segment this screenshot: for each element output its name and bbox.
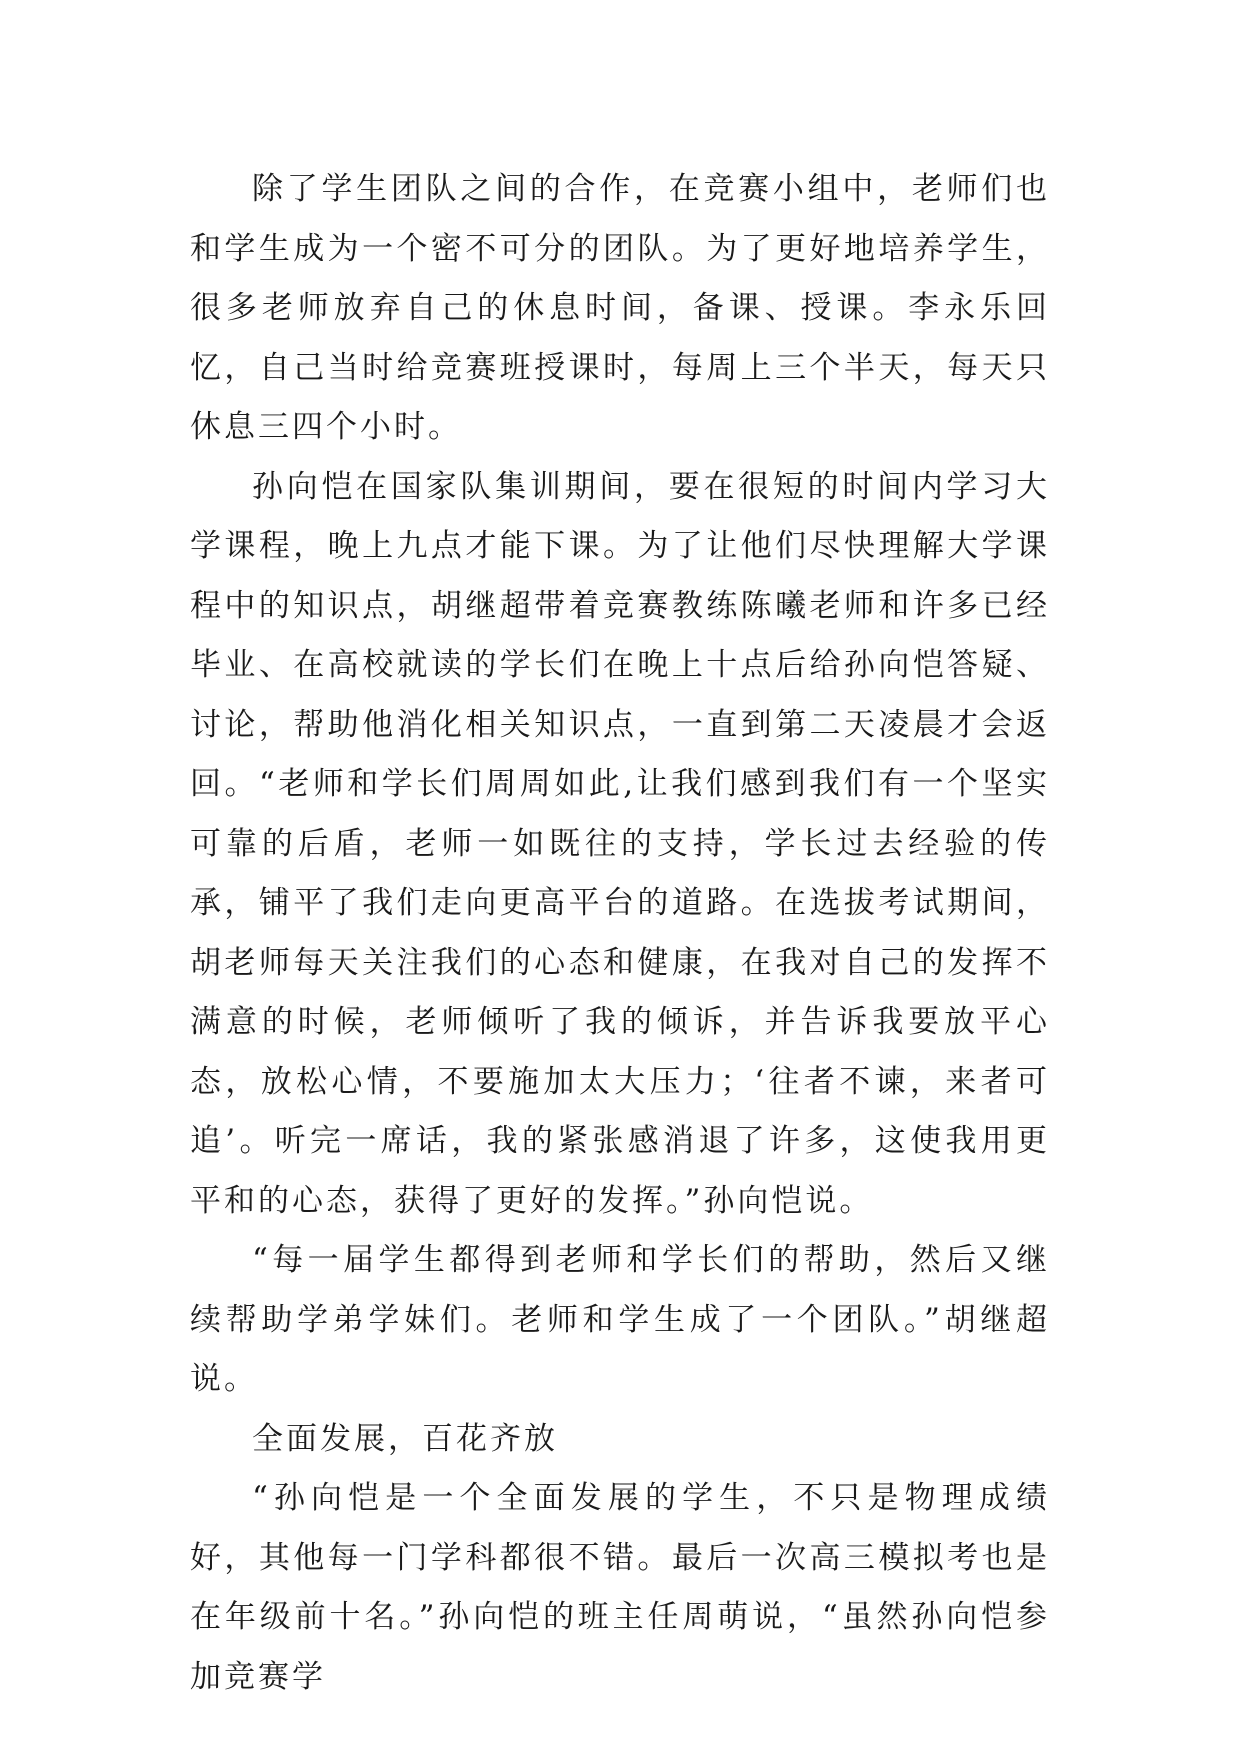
- paragraph-teacher-cooperation: 除了学生团队之间的合作，在竞赛小组中，老师们也和学生成为一个密不可分的团队。为了更好地培养学生，很多老师放弃自己的休息时间，备课、授课。李永乐回忆，自己当时给竞赛班授课时，每周上三个半天，每天只休息三四个小时。: [190, 171, 1050, 445]
- paragraph-team-quote: “每一届学生都得到老师和学长们的帮助，然后又继续帮助学弟学妹们。老师和学生成了一个团队。”胡继超说。: [190, 1242, 1050, 1397]
- paragraph-national-team-training: 孙向恺在国家队集训期间，要在很短的时间内学习大学课程，晚上九点才能下课。为了让他们尽快理解大学课程中的知识点，胡继超带着竞赛教练陈曦老师和许多已经毕业、在高校就读的学长们在晚上十点后给孙向恺答疑、讨论，帮助他消化相关知识点，一直到第二天凌晨才会返回。“老师和学长们周周如此,让我们感到我们有一个坚实可靠的后盾，老师一如既往的支持，学长过去经验的传承，铺平了我们走向更高平台的道路。在选拔考试期间，胡老师每天关注我们的心态和健康，在我对自己的发挥不满意的时候，老师倾听了我的倾诉，并告诉我要放平心态，放松心情，不要施加太大压力；‘往者不谏，来者可追’。听完一席话，我的紧张感消退了许多，这使我用更平和的心态，获得了更好的发挥。”孙向恺说。: [190, 468, 1050, 1219]
- document-body: [190, 160, 1050, 1707]
- section-heading: 全面发展，百花齐放: [252, 1420, 558, 1457]
- paragraph-all-round-development: “孙向恺是一个全面发展的学生，不只是物理成绩好，其他每一门学科都很不错。最后一次高三模拟考也是在年级前十名。”孙向恺的班主任周萌说，“虽然孙向恺参加竞赛学: [190, 1480, 1050, 1695]
